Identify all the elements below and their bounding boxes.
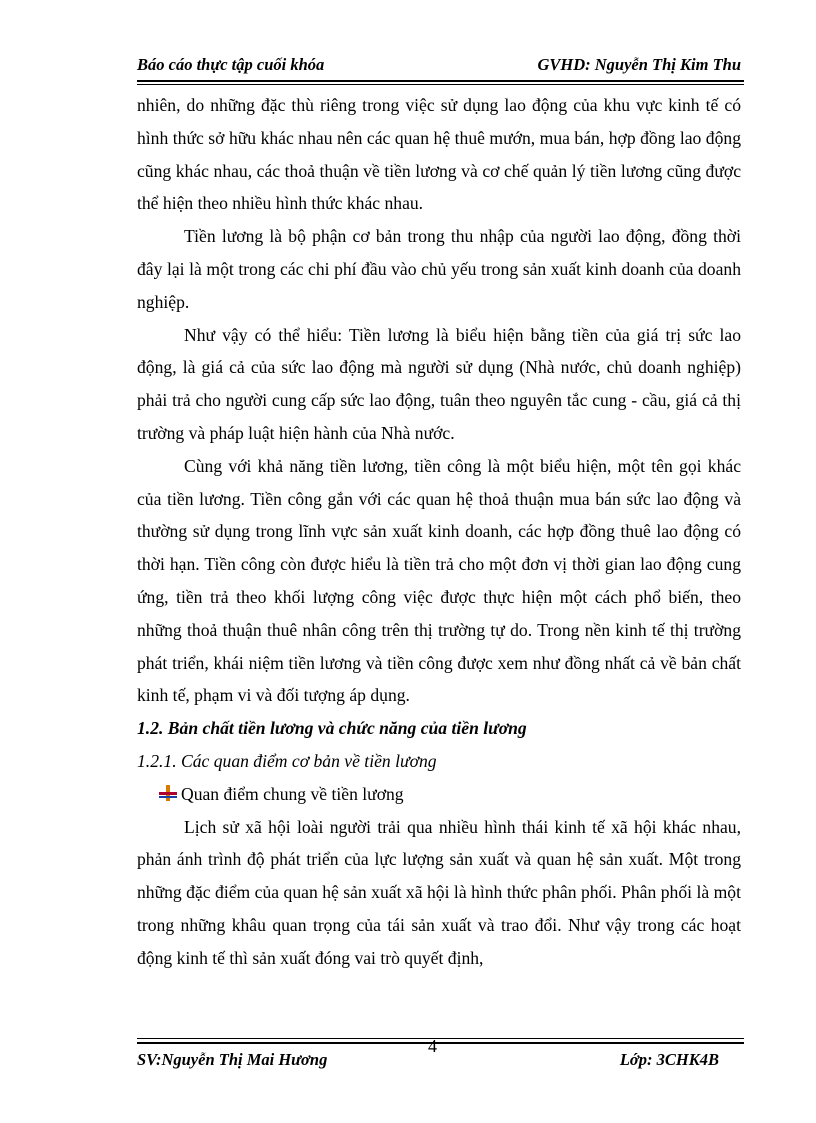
footer-class: Lớp: 3CHK4B bbox=[619, 1050, 719, 1069]
header-report-title: Báo cáo thực tập cuối khóa bbox=[137, 55, 325, 74]
footer-divider-thin bbox=[137, 1038, 744, 1039]
bullet-item bbox=[137, 778, 741, 811]
bullet-text: Quan điểm chung về tiền lương bbox=[181, 783, 404, 804]
header-supervisor: GVHD: Nguyễn Thị Kim Thu bbox=[537, 55, 741, 74]
footer-divider bbox=[137, 1042, 744, 1044]
cross-bullet-icon bbox=[159, 784, 177, 802]
page-header bbox=[137, 55, 741, 81]
paragraph-salary-definition: Tiền lương là bộ phận cơ bản trong thu nhập của người lao động, đồng thời đây lại là một trong các chi phí đầu vào chủ yếu trong sản xuất kinh doanh của doanh nghiệp. bbox=[137, 226, 741, 312]
header-divider bbox=[137, 80, 744, 82]
header-divider-thin bbox=[137, 84, 744, 85]
subsection-heading-1-2-1: 1.2.1. Các quan điểm cơ bản về tiền lương bbox=[137, 750, 437, 771]
section-heading-1-2: 1.2. Bản chất tiền lương và chức năng của tiền lương bbox=[137, 718, 527, 739]
paragraph-history: Lịch sử xã hội loài người trải qua nhiều hình thái kinh tế xã hội khác nhau, phản ánh trình độ phát triển của lực lượng sản xuất và quan hệ sản xuất. Một trong những đặc điểm của quan hệ sản xuất xã hội là hình thức phân phối. Phân phối là một trong những khâu quan trọng của tái sản xuất và trao đổi. Như vậy trong các hoạt động kinh tế thì sản xuất đóng vai trò quyết định, bbox=[137, 816, 741, 968]
paragraph-salary-understanding: Như vậy có thể hiểu: Tiền lương là biểu hiện bằng tiền của giá trị sức lao động, là giá cả của sức lao động mà người sử dụng (Nhà nước, chủ doanh nghiệp) phải trả cho người cung cấp sức lao động, tuân theo nguyên tắc cung - cầu, giá cả thị trường và pháp luật hiện hành của Nhà nước. bbox=[137, 324, 741, 443]
page-footer bbox=[137, 1050, 719, 1074]
paragraph-wage: Cùng với khả năng tiền lương, tiền công là một biểu hiện, một tên gọi khác của tiền lương. Tiền công gắn với các quan hệ thoả thuận mua bán sức lao động và thường sử dụng trong lĩnh vực sản xuất kinh doanh, các hợp đồng thuê lao động có thời hạn. Tiền công còn được hiểu là tiền trả cho một đơn vị thời gian lao động cung ứng, tiền trả theo khối lượng công việc được thực hiện một cách phổ biến, theo những thoả thuận thuê nhân công trên thị trường tự do. Trong nền kinh tế thị trường phát triển, khái niệm tiền lương và tiền công được xem như đồng nhất cả về bản chất kinh tế, phạm vi và đối tượng áp dụng. bbox=[137, 455, 741, 706]
paragraph-continuation: nhiên, do những đặc thù riêng trong việc sử dụng lao động của khu vực kinh tế có hình thức sở hữu khác nhau nên các quan hệ thuê mướn, mua bán, hợp đồng lao động cũng khác nhau, các thoả thuận về tiền lương và cơ chế quản lý tiền lương cũng được thể hiện theo nhiều hình thức khác nhau. bbox=[137, 95, 741, 214]
page-body bbox=[137, 89, 741, 975]
page-number: 4 bbox=[428, 1036, 437, 1056]
footer-student-name: SV:Nguyễn Thị Mai Hương bbox=[137, 1050, 328, 1069]
